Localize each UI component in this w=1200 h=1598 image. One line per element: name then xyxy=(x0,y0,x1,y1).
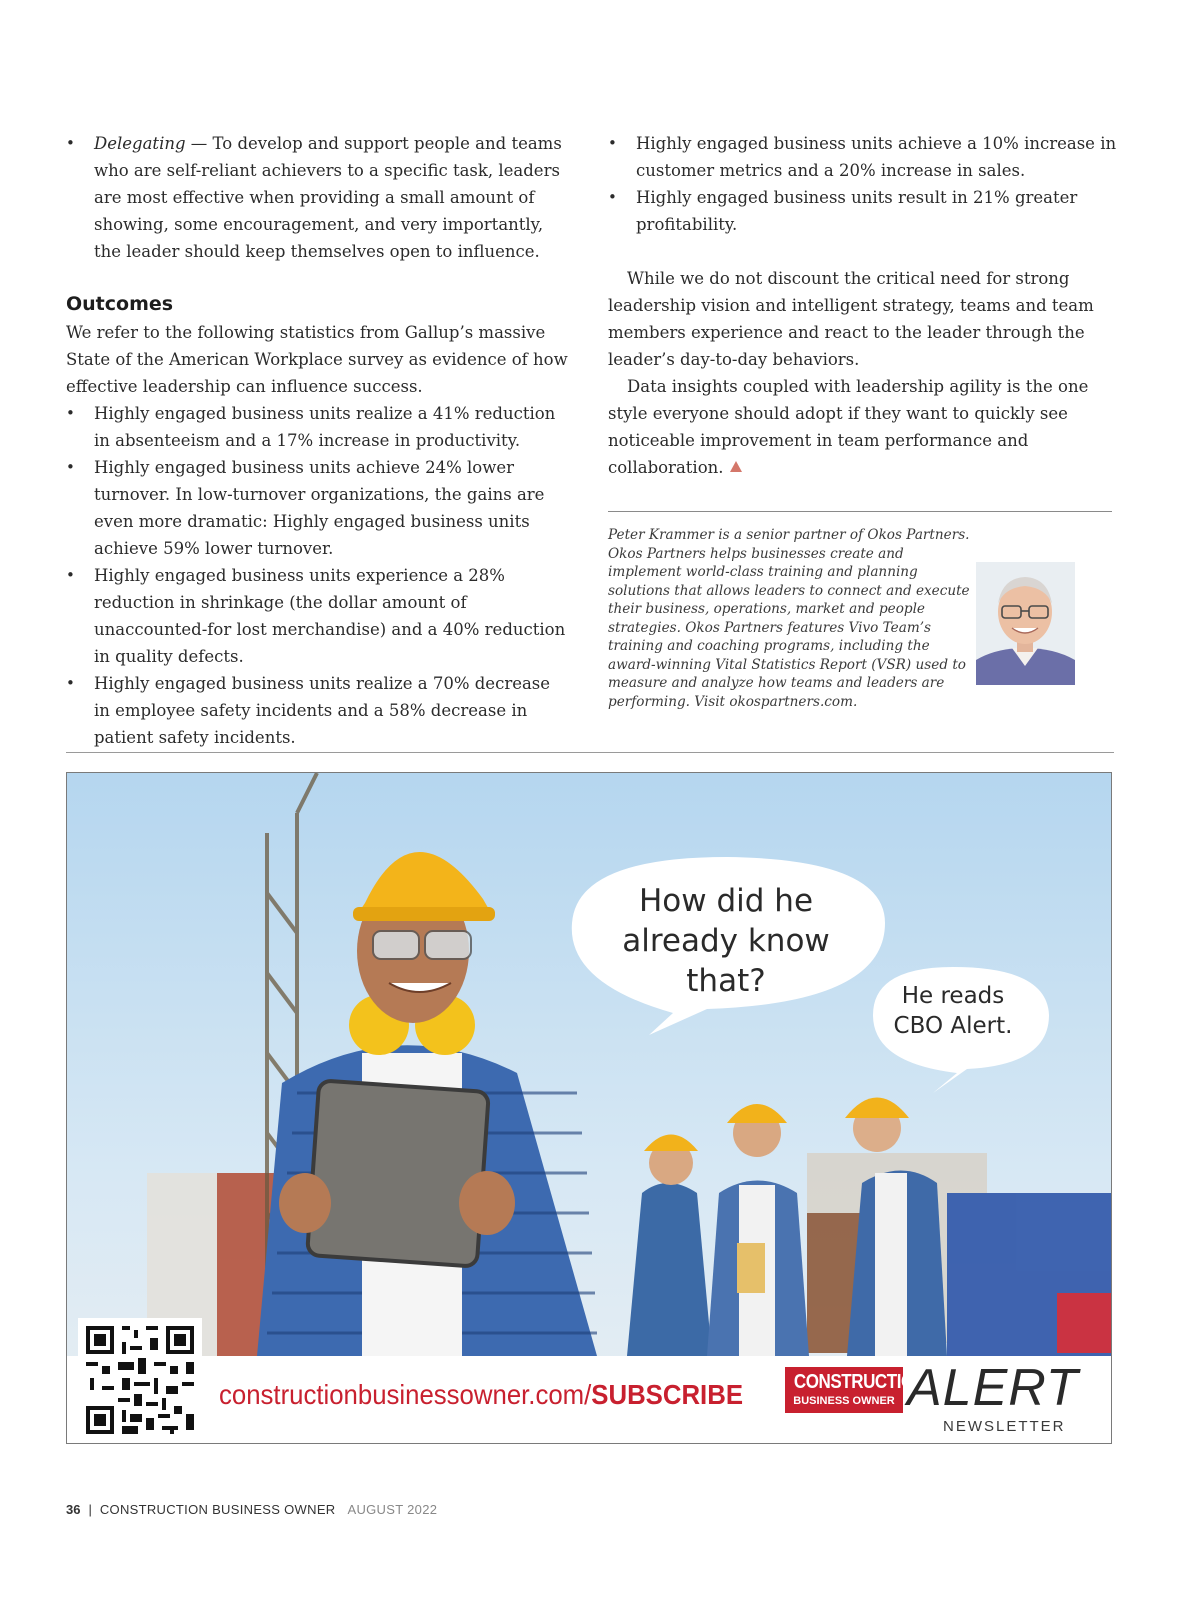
left-column xyxy=(66,130,571,751)
list-item: • Highly engaged business units achieve a 10% increase in customer metrics and a 20% increase in sales. xyxy=(608,130,1118,184)
page-footer xyxy=(66,1502,437,1517)
right-column xyxy=(608,130,1118,481)
magazine-name: CONSTRUCTION BUSINESS OWNER xyxy=(99,1502,336,1517)
list-item: • Highly engaged business units result in 21% greater profitability. xyxy=(608,184,1118,238)
qr-code-icon[interactable] xyxy=(78,1318,202,1442)
ad-photo xyxy=(67,773,1111,1443)
delegating-text: — To develop and support people and teams who are self-reliant achievers to a specific task, leaders are most effective when providing a small amount of showing, some encouragement, and very importantly, the leader should keep themselves open to influence. xyxy=(94,134,562,261)
speech-bubble-answer: He reads CBO Alert. xyxy=(893,983,1013,1039)
ad-subscribe-bar xyxy=(67,1356,1111,1443)
end-of-article-icon xyxy=(730,461,742,472)
speech-bubble-question: How did he already know that? xyxy=(622,883,830,999)
delegating-term: Delegating xyxy=(94,134,186,153)
alert-wordmark: ALERT xyxy=(907,1359,1079,1417)
list-item: • Highly engaged business units realize a 41% reduction in absenteeism and a 17% increase in productivity. xyxy=(66,400,571,454)
list-item: • Highly engaged business units experience a 28% reduction in shrinkage (the dollar amount of unaccounted-for lost merchandise) and a 40% reduction in quality defects. xyxy=(66,562,571,670)
page-number: 36 xyxy=(66,1502,81,1517)
list-item: • Highly engaged business units achieve 24% lower turnover. In low-turnover organizations, the gains are even more dramatic: Highly engaged business units achieve 59% lower turnover. xyxy=(66,454,571,562)
cbo-logo xyxy=(785,1367,926,1413)
cbo-alert-advertisement[interactable] xyxy=(66,772,1112,1444)
newsletter-wordmark: NEWSLETTER xyxy=(943,1418,1066,1435)
subscribe-domain: constructionbusinessowner.com/ xyxy=(219,1379,592,1410)
delegating-list xyxy=(66,130,571,265)
closing-paragraph-text: Data insights coupled with leadership agility is the one style everyone should adopt if they want to quickly see noticeable improvement in team performance and collaboration. xyxy=(608,377,1089,477)
subscribe-link[interactable] xyxy=(219,1379,743,1411)
body-paragraph: While we do not discount the critical need for strong leadership vision and intelligent strategy, teams and team members experience and react to the leader through the leader’s day-to-day behaviors. xyxy=(608,269,1094,369)
author-photo xyxy=(976,562,1075,685)
footer-separator: | xyxy=(88,1502,92,1517)
issue-date: AUGUST 2022 xyxy=(347,1502,438,1517)
list-item: • Highly engaged business units realize a 70% decrease in employee safety incidents and a 58% decrease in patient safety incidents. xyxy=(66,670,571,751)
list-item xyxy=(66,130,571,265)
logo-line-business-owner: BUSINESS OWNER xyxy=(793,1395,895,1407)
outcomes-heading: Outcomes xyxy=(66,293,174,315)
closing-paragraph xyxy=(608,373,1118,481)
outcomes-intro: We refer to the following statistics from Gallup’s massive State of the American Workplace survey as evidence of how effective leadership can influence success. xyxy=(66,323,568,396)
outcomes-list xyxy=(66,400,571,751)
subscribe-action: SUBSCRIBE xyxy=(591,1379,744,1410)
bio-divider xyxy=(608,511,1112,512)
logo-line-construction: CONSTRUCTION xyxy=(793,1371,926,1393)
page-divider xyxy=(66,752,1114,753)
stats-list xyxy=(608,130,1118,238)
author-bio-text: Peter Krammer is a senior partner of Okos Partners. Okos Partners helps businesses create and implement world-class training and planning solutions that allows leaders to connect and execute their business, operations, market and people strategies. Okos Partners features Vivo Team’s training and coaching programs, including the award-winning Vital Statistics Report (VSR) used to measure and analyze how teams and leaders are performing. Visit okospartners.com. xyxy=(608,527,970,710)
